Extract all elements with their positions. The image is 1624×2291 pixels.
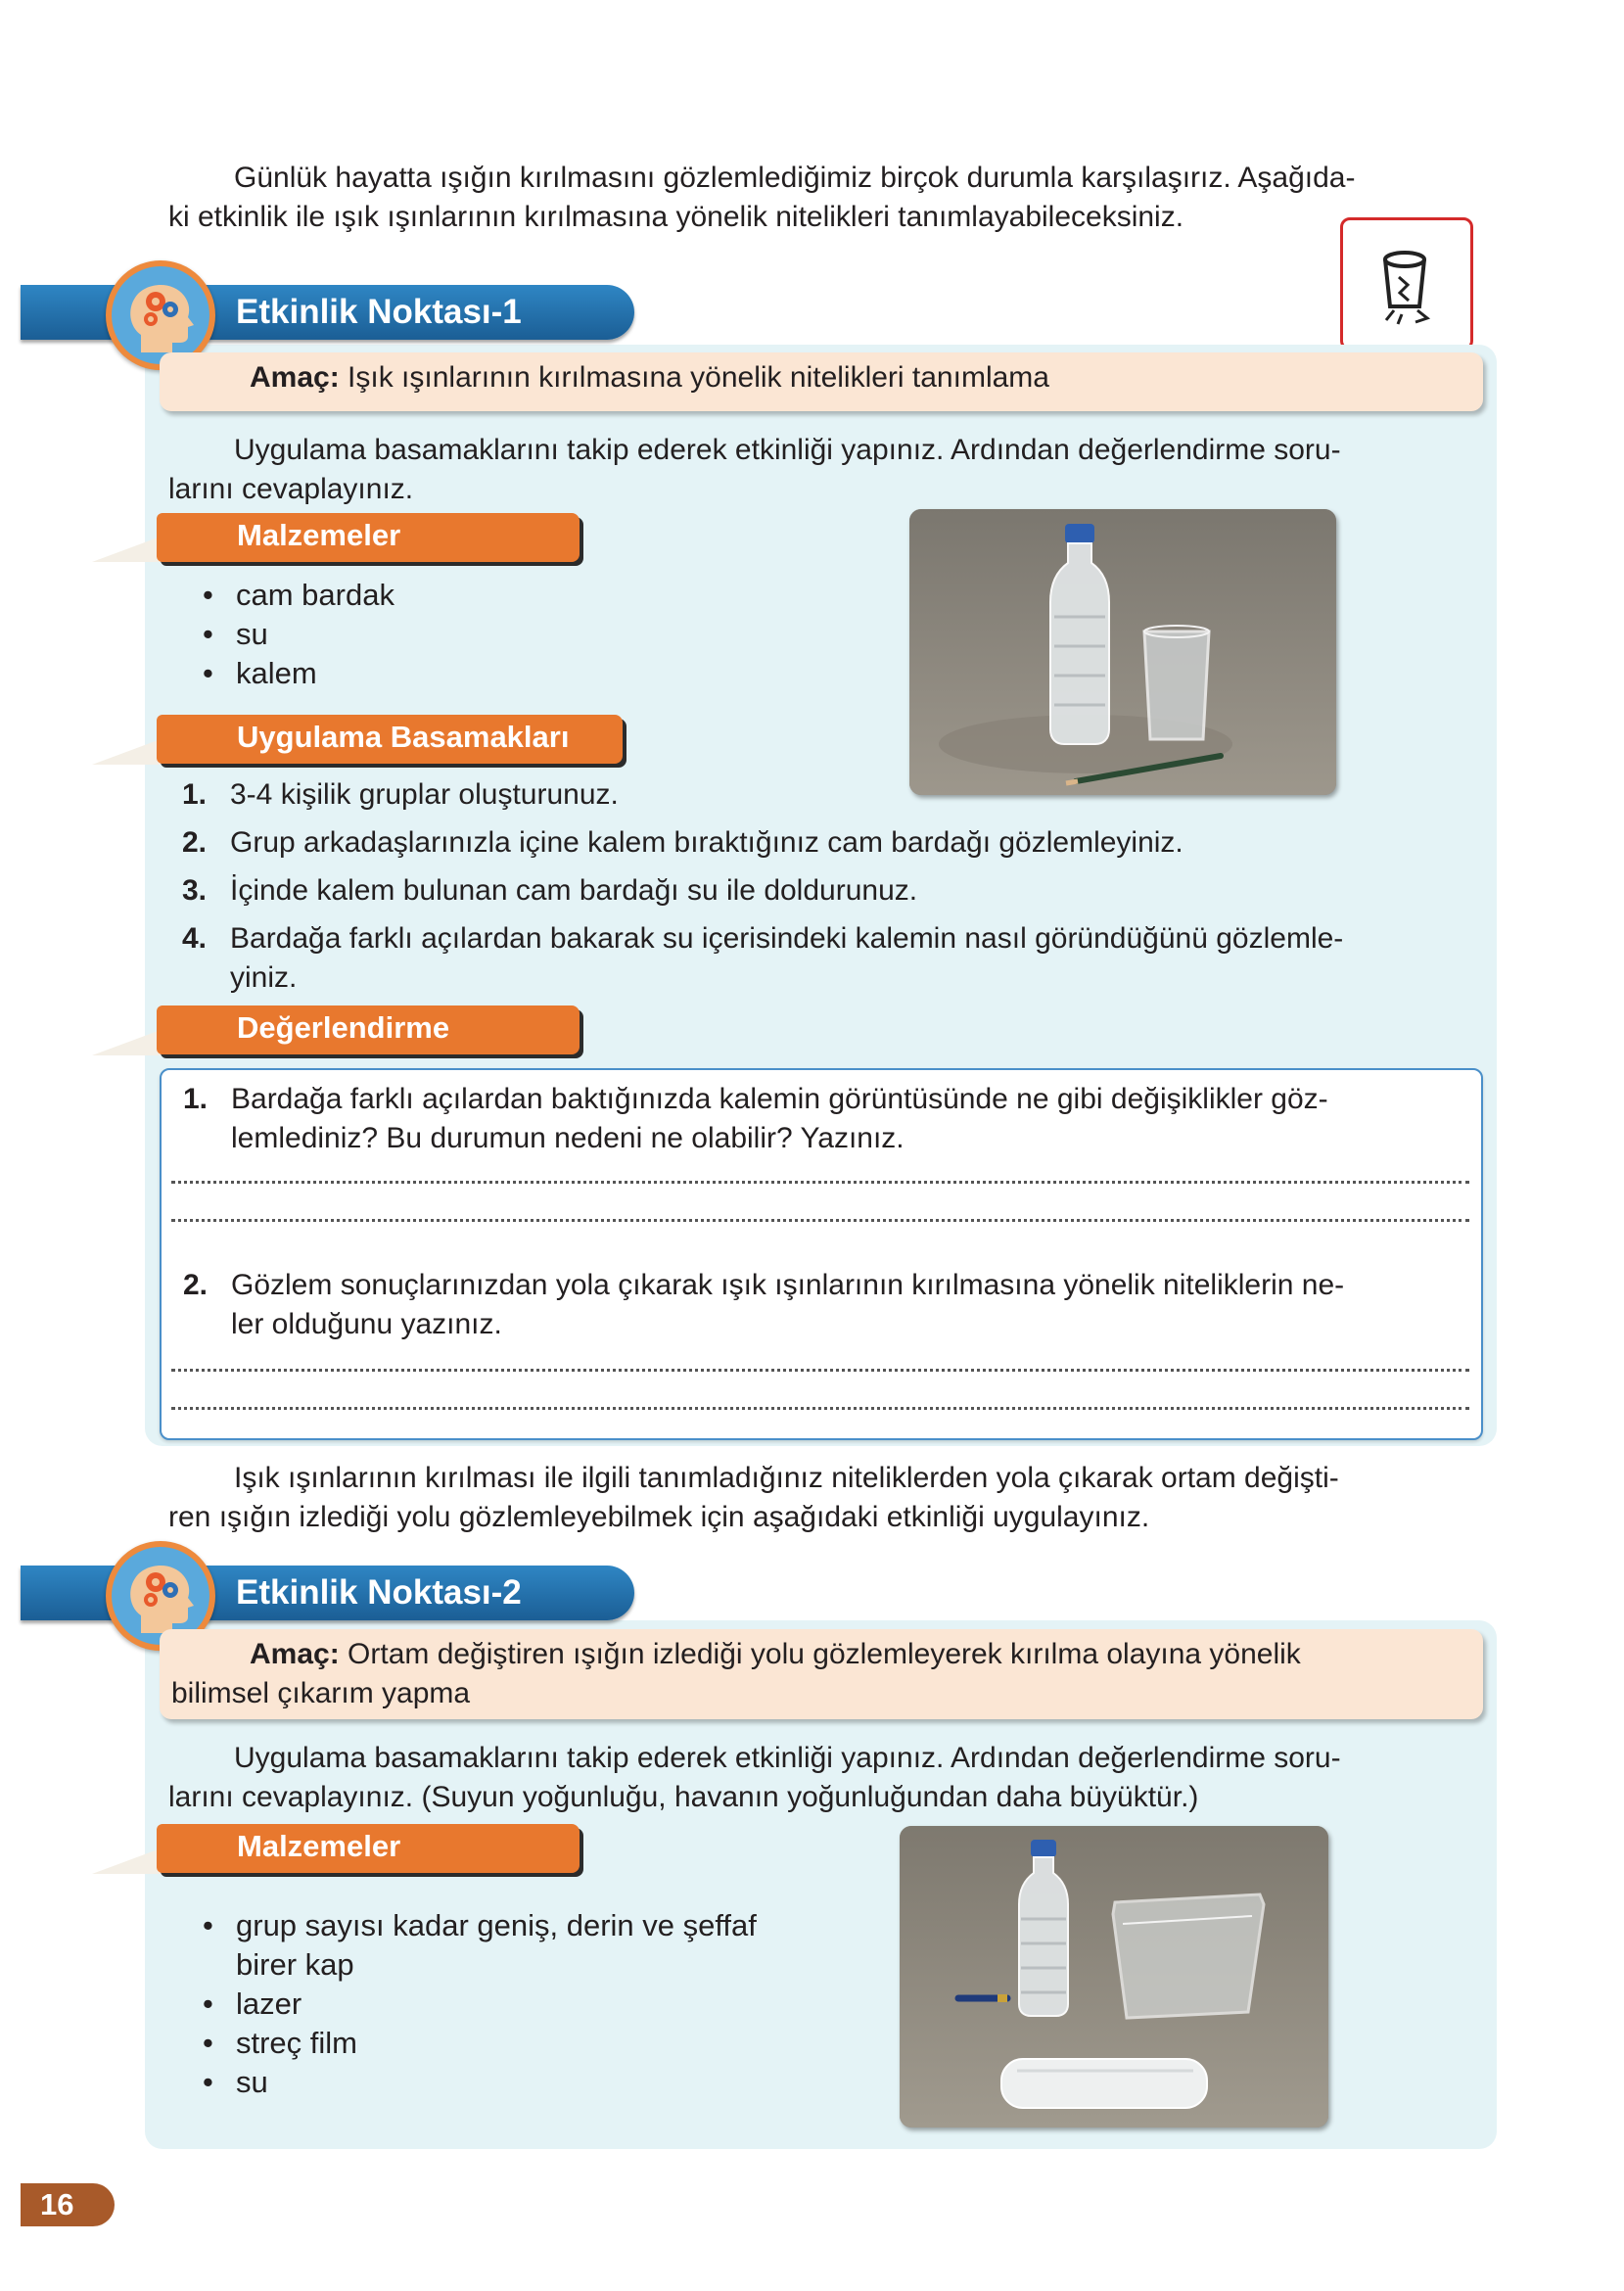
- list-item: 4. Bardağa farklı açılardan bakarak su içerisindeki kalemin nasıl göründüğünü gözlemle- yiniz.: [182, 922, 1344, 994]
- list-item: • cam bardak: [197, 576, 686, 615]
- aim-label: Amaç:: [250, 361, 340, 394]
- question-2: 2. Gözlem sonuçlarınızdan yola çıkarak ışık ışınlarının kırılmasına yönelik niteliklerin ne- ler olduğunu yazınız.: [183, 1269, 1345, 1340]
- list-item: • su: [197, 2063, 882, 2102]
- bottle-container-laser-film-photo: [900, 1826, 1328, 2127]
- transition-paragraph: Işık ışınlarının kırılması ile ilgili tanımladığınız niteliklerden yola çıkarak ortam değişti- ren ışığın izlediği yolu gözlemleyebilmek için aşağıdaki etkinliği uygulayınız.: [168, 1462, 1339, 1533]
- activity-1-aim: [160, 352, 1483, 411]
- list-item: 1. 3-4 kişilik gruplar oluşturunuz.: [182, 778, 619, 811]
- intro-line-1: Günlük hayatta ışığın kırılmasını gözlemlediğimiz birçok durumla karşılaşırız. Aşağıda-: [234, 162, 1356, 194]
- activity-1-instruction: Uygulama basamaklarını takip ederek etkinliği yapınız. Ardından değerlendirme soru- larını cevaplayınız.: [168, 434, 1341, 505]
- page-number-badge: [21, 2183, 115, 2226]
- intro-paragraph: [168, 159, 1472, 237]
- list-item: 2. Grup arkadaşlarınızla içine kalem bıraktığınız cam bardağı gözlemleyiniz.: [182, 826, 1183, 859]
- list-item: 3. İçinde kalem bulunan cam bardağı su ile doldurunuz.: [182, 874, 918, 907]
- glass-hazard-icon: [1340, 217, 1473, 351]
- materials-tab-2: Malzemeler: [157, 1824, 580, 1873]
- question-1: 1. Bardağa farklı açılardan baktığınızda kalemin görüntüsünde ne gibi değişiklikler göz- lemlediniz? Bu durumun nedeni ne olabilir? Yazınız.: [183, 1083, 1328, 1154]
- materials-tab-1: Malzemeler: [157, 513, 580, 562]
- list-item: • lazer: [197, 1985, 882, 2024]
- list-item: • grup sayısı kadar geniş, derin ve şeffaf birer kap: [197, 1906, 882, 1985]
- answer-line[interactable]: [171, 1369, 1469, 1372]
- activity-1-title: Etkinlik Noktası-1: [236, 293, 522, 331]
- steps-tab: Uygulama Basamakları: [157, 715, 623, 764]
- list-item: • kalem: [197, 654, 686, 693]
- evaluation-tab: Değerlendirme: [157, 1005, 580, 1054]
- tab-fold: [92, 739, 161, 765]
- page-number: 16: [40, 2187, 74, 2221]
- evaluation-box: [160, 1068, 1483, 1440]
- aim-text: Işık ışınlarının kırılmasına yönelik nitelikleri tanımlama: [348, 361, 1049, 394]
- list-item: • streç film: [197, 2024, 882, 2063]
- activity-2-aim: Amaç: Ortam değiştiren ışığın izlediği yolu gözlemleyerek kırılma olayına yönelik bilimsel çıkarım yapma: [160, 1629, 1483, 1719]
- activity-2-instruction: Uygulama basamaklarını takip ederek etkinliği yapınız. Ardından değerlendirme soru- larını cevaplayınız. (Suyun yoğunluğu, havanın yoğunluğundan daha büyüktür.): [168, 1742, 1341, 1813]
- tab-fold: [92, 537, 161, 562]
- answer-line[interactable]: [171, 1181, 1469, 1184]
- intro-line-2: ki etkinlik ile ışık ışınlarının kırılmasına yönelik nitelikleri tanımlayabileceksiniz.: [168, 201, 1184, 233]
- tab-fold: [92, 1848, 161, 1874]
- steps-list: [182, 775, 1474, 998]
- materials-list-2: [197, 1906, 882, 2102]
- materials-list-1: [197, 576, 686, 693]
- bottle-glass-pencil-photo: [909, 509, 1336, 795]
- tab-fold: [92, 1030, 161, 1055]
- list-item: • su: [197, 615, 686, 654]
- activity-2-title: Etkinlik Noktası-2: [236, 1573, 522, 1612]
- aim-label: Amaç:: [250, 1638, 340, 1670]
- answer-line[interactable]: [171, 1219, 1469, 1222]
- answer-line[interactable]: [171, 1407, 1469, 1410]
